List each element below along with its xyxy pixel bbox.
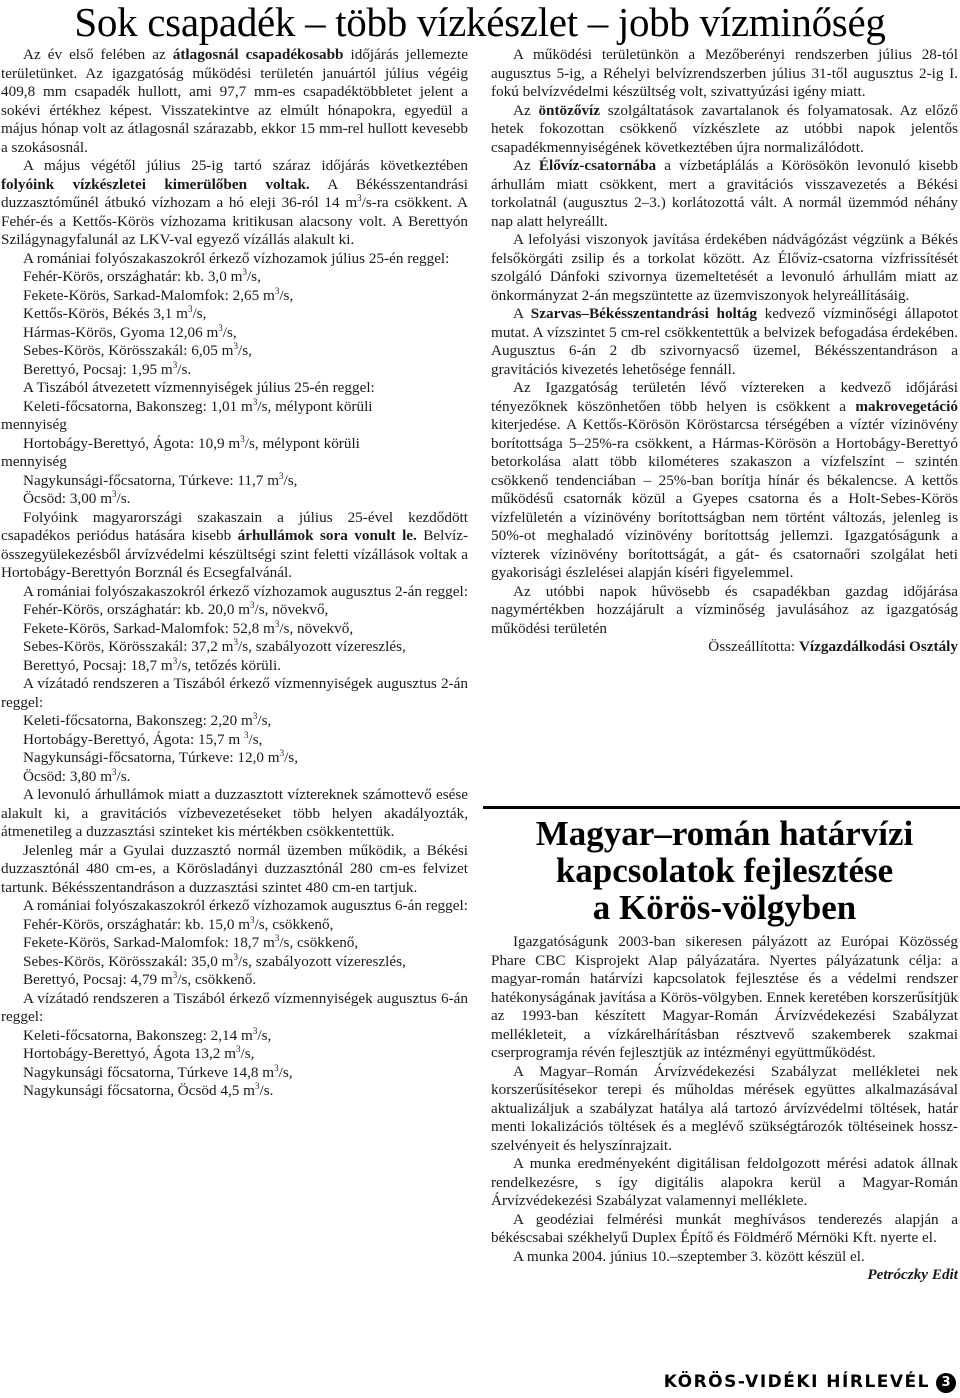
paragraph: A geodéziai felmérési munkát meghívásos tenderezés alapján a békéscsabai székhelyű Duplex Építő és Földmérő Mérnöki Kft. nyerte el. xyxy=(491,1210,958,1246)
sub-article-title: Magyar–román határvízi kapcsolatok fejlesztése a Körös-völgyben xyxy=(535,814,914,927)
section-divider xyxy=(483,806,960,809)
list-item-continuation: mennyiség xyxy=(1,453,67,470)
list-item: Fekete-Körös, Sarkad-Malomfok: 2,65 $m^3/s$, xyxy=(23,285,294,304)
list-item: Fekete-Körös, Sarkad-Malomfok: 18,7 $m^3/s$, csökkenő, xyxy=(23,933,359,951)
paragraph: Jelenleg már a Gyulai duzzasztó normál üzemben működik, a Békési duzzasztónál 480 cm-es, a Körösladányi duzzasztónál 280 cm-es felvizet tartunk. Békésszentandráson a duzzasztási szintet 480 cm-en tartjuk. xyxy=(1,841,468,896)
newsletter-title: KÖRÖS-VIDÉKI HÍRLEVÉL xyxy=(663,1372,930,1392)
paragraph: A romániai folyószakaszokról érkező vízhozamok augusztus 6-án reggel: xyxy=(23,897,468,914)
list-item: Nagykunsági-főcsatorna, Túrkeve: 12,0 $m^3/s$, xyxy=(23,748,299,766)
list-item: Hortobágy-Berettyó, Ágota: 10,9 $m^3/s$, mélypont körüli xyxy=(23,433,360,452)
list-item: Nagykunsági főcsatorna, Öcsöd 4,5 $m^3/s$. xyxy=(23,1081,274,1099)
paragraph: Az Igazgatóság területén lévő víztereken a kedvező időjárási tényezőknek köszönhetően több helyen is csökkent a makrovegetáció kiterjedése. A Kettős-Körösön Köröstarcsa térségében a víztér vízinövény borítottsága 5–25%-ra csökkent, a Hármas-Körösön a Hortobágy-Berettyó betorkolása alatt több kilométeres szakaszon a vízfelszínt – szintén csökkenő tendenciában – 25%-ban borítja hínár és békalencse. A kettős működésű csatornák közül a Gyepes csatorna és a Holt-Sebes-Körös vízfelületén a vízinövény borítottságban nem történt változás, jelenleg is 50%-ot meghaladó vízinövény borítottság jellemzi. Igazgatóságunk a vízterek vízinövény borítottságát, a gát- és csatornaőri szolgálat heti gyakorisági észlelései alapján kíséri figyelemmel. xyxy=(491,379,958,581)
sub-article-body xyxy=(491,933,958,1285)
paragraph: Az utóbbi napok hűvösebb és csapadékban gazdag időjárása nagymértékben hozzájárult a vízminőség javulásához az igazgatóság működési területén xyxy=(491,582,958,637)
list-item: Fehér-Körös, országhatár: kb. 20,0 $m^3/s$, növekvő, xyxy=(23,600,329,618)
paragraph: A munka eredményeként digitálisan feldolgozott mérési adatok állnak rendelkezésre, s így digitális alapokra kerül a Magyar-Román Árvízvédekezési Szabályzat valamennyi melléklete. xyxy=(491,1155,958,1209)
paragraph: Igazgatóságunk 2003-ban sikeresen pályázott az Európai Közösség Phare CBC Kisprojekt Alap pályázatára. Nyertes pályázatunk célja: a magyar-román határvízi kapcsolatok fejlesztése és a védelmi rendszer hatékonyságának javítása a Körös-völgyben. Ennek keretében korszerűsítjük az 1993-ban készített Magyar-Román Árvízvédekezési Szabályzat mellékleteit, a vízkárelhárításban résztvevő szakemberek szakmai cserprogramja révén fejlesztjük az intézményi együttműködést. xyxy=(491,933,958,1061)
list-item: Hortobágy-Berettyó, Ágota: 15,7 m $^3$/s, xyxy=(23,729,263,748)
paragraph: A vízátadó rendszeren a Tiszából érkező vízmennyiségek augusztus 6-án reggel: xyxy=(1,989,468,1025)
paragraph: A Tiszából átvezetett vízmennyiségek július 25-én reggel: xyxy=(23,379,375,396)
list-item: Berettyó, Pocsaj: 18,7 $m^3/s$, tetőzés körüli. xyxy=(23,655,282,674)
paragraph: Az év első felében az átlagosnál csapadékosabb időjárás jellemezte területünket. Az igazgatóság működési területén januártól július végéig 409,8 mm csapadék hullott, ami 97,7 mm-es csapadéktöbbletet jelent a sokévi értékhez képest. Visszatekintve az elmúlt hónapokra, egyedül a május hónap volt az átlagosnál szárazabb, ekkor 15 mm-rel hullott kevesebb a szokásosnál. xyxy=(1,46,468,156)
list-item: Fekete-Körös, Sarkad-Malomfok: 52,8 $m^3/s$, növekvő, xyxy=(23,618,354,637)
list-item: Öcsöd: 3,00 $m^3/s$. xyxy=(23,489,131,507)
list-item: Sebes-Körös, Körösszakál: 35,0 $m^3/s$, szabályozott vízereszlés, xyxy=(23,951,406,970)
list-item: Berettyó, Pocsaj: 4,79 $m^3/s$, csökkenő. xyxy=(23,970,257,988)
paragraph: A működési területünkön a Mezőberényi rendszerben július 28-tól augusztus 5-ig, a Réhelyi belvízrendszerben július 31-től augusztus 2-ig I. fokú belvízvédelmi készültség volt, szivattyúzási igény miatt. xyxy=(491,46,958,100)
list-item: Kettős-Körös, Békés 3,1 $m^3/s$, xyxy=(23,304,207,322)
paragraph: Az Élővíz-csatornába a vízbetáplálás a Körösökön levonuló kisebb árhullám miatt csökkent, mert a gravitációs visszavezetés a Békési torkolatnál (augusztus 2–3.) korlátozottá vált. A normál üzemmód néhány nap alatt helyreállt. xyxy=(491,157,958,230)
page-headline: Sok csapadék – több vízkészlet – jobb vízminőség xyxy=(74,0,886,45)
list-item: Keleti-főcsatorna, Bakonszeg: 2,20 $m^3/s$, xyxy=(23,711,272,729)
list-item: Hármas-Körös, Gyoma 12,06 $m^3/s$, xyxy=(23,322,237,341)
list-item: Keleti-főcsatorna, Bakonszeg: 1,01 $m^3/s$, mélypont körüli xyxy=(23,396,373,415)
paragraph: A romániai folyószakaszokról érkező vízhozamok augusztus 2-án reggel: xyxy=(23,582,468,600)
main-article-column xyxy=(1,46,468,1101)
list-item: Nagykunsági-főcsatorna, Túrkeve: 11,7 $m^3/s$, xyxy=(23,470,298,489)
paragraph: A Magyar–Román Árvízvédekezési Szabályzat mellékletei nek korszerűsítésekor terepi és műholdas mérések együttes alkalmazásával aktualizáljuk a szabályzat hatálya alá tartozó árvízvédelmi töltések, határ menti lokalizációs töltések és a meglévő szükségtározók töltéseinek hossz-szelvényeit és helyszínrajzait. xyxy=(491,1062,958,1154)
list-item: Fehér-Körös, országhatár: kb. 15,0 $m^3/s$, csökkenő, xyxy=(23,914,334,933)
main-article-continuation-column xyxy=(491,46,958,657)
paragraph: A levonuló árhullámok miatt a duzzasztott víztereknek számottevő esése alakult ki, a gravitációs vízbevezetéseket több helyen akadályozták, átmenetileg a duzzasztási szinteket kis mértékben csökkentettük. xyxy=(1,786,468,840)
list-item: Hortobágy-Berettyó, Ágota 13,2 $m^3/s$, xyxy=(23,1044,255,1062)
paragraph: Folyóink magyarországi szakaszain a július 25-ével kezdődött csapadékos periódus hatására kisebb árhullámok sora vonult le. Belvíz-összegyülekezésből árvízvédelmi készültségi szint feletti vízállások voltak a Hortobágy-Berettyón Borznál és Ecsegfalvánál. xyxy=(1,508,468,581)
author-signature: Petróczky Edit xyxy=(867,1266,958,1283)
paragraph: A vízátadó rendszeren a Tiszából érkező vízmennyiségek augusztus 2-án reggel: xyxy=(1,675,468,711)
paragraph: Az öntözővíz szolgáltatások zavartalanok és folyamatosak. Az előző hetek fokozottan csökkenő vízkészlete az utóbbi napok jelentős csapadékmennyiségének következtében újra normalizálódott. xyxy=(491,101,958,156)
list-item-continuation: mennyiség xyxy=(1,416,67,433)
list-item: Sebes-Körös, Körösszakál: 6,05 $m^3/s$, xyxy=(23,341,252,359)
list-item: Keleti-főcsatorna, Bakonszeg: 2,14 $m^3/s$, xyxy=(23,1025,272,1044)
page-number: 3 xyxy=(936,1373,956,1393)
list-item: Nagykunsági főcsatorna, Túrkeve 14,8 $m^3/s$, xyxy=(23,1062,293,1081)
newsletter-footer xyxy=(600,1372,956,1394)
paragraph: A lefolyási viszonyok javítása érdekében nádvágózást végzünk a Békés felsőkörgáti zsilip és a torkolat között. Az Élővíz-csatorna vízfrissítését szolgáló Dánfoki szivornya üzemeltetését a levonuló árhullám miatt az önkormányzat 2-án megszüntette az üzemviszonyok helyreállításáig. xyxy=(491,231,958,304)
paragraph: A május végétől július 25-ig tartó száraz időjárás következtében folyóink vízkészletei kimerülőben voltak. A Békésszentandrási duzzasztóműnél átbukó vízhozam a hó eleji 36-ról 14 $m^3/s-ra$ csökkent. A Fehér-és a Kettős-Körös vízhozama kritikusan alacsony volt. A Berettyón Szilágynagyfalunál az LKV-val egyező vízállás alakult ki. xyxy=(1,157,468,248)
list-item: Fehér-Körös, országhatár: kb. 3,0 $m^3/s$, xyxy=(23,267,261,285)
paragraph: A munka 2004. június 10.–szeptember 3. között készül el. xyxy=(513,1247,865,1265)
paragraph: A Szarvas–Békésszentandrási holtág kedvező vízminőségi állapotot mutat. A vízszintet 5 cm-rel csökkentettük a belvizek befogadása érdekében. Augusztus 6-án 2 db szivornyacső üzemel, Békésszentandráson a gravitációs kivezetés lehetősége fennáll. xyxy=(491,305,958,378)
list-item: Öcsöd: 3,80 $m^3/s$. xyxy=(23,766,131,785)
article-credit: Összeállította: Vízgazdálkodási Osztály xyxy=(708,638,958,655)
paragraph: A romániai folyószakaszokról érkező vízhozamok július 25-én reggel: xyxy=(23,249,450,267)
list-item: Berettyó, Pocsaj: 1,95 $m^3/s$. xyxy=(23,359,192,378)
list-item: Sebes-Körös, Körösszakál: 37,2 $m^3/s$, szabályozott vízereszlés, xyxy=(23,637,406,655)
